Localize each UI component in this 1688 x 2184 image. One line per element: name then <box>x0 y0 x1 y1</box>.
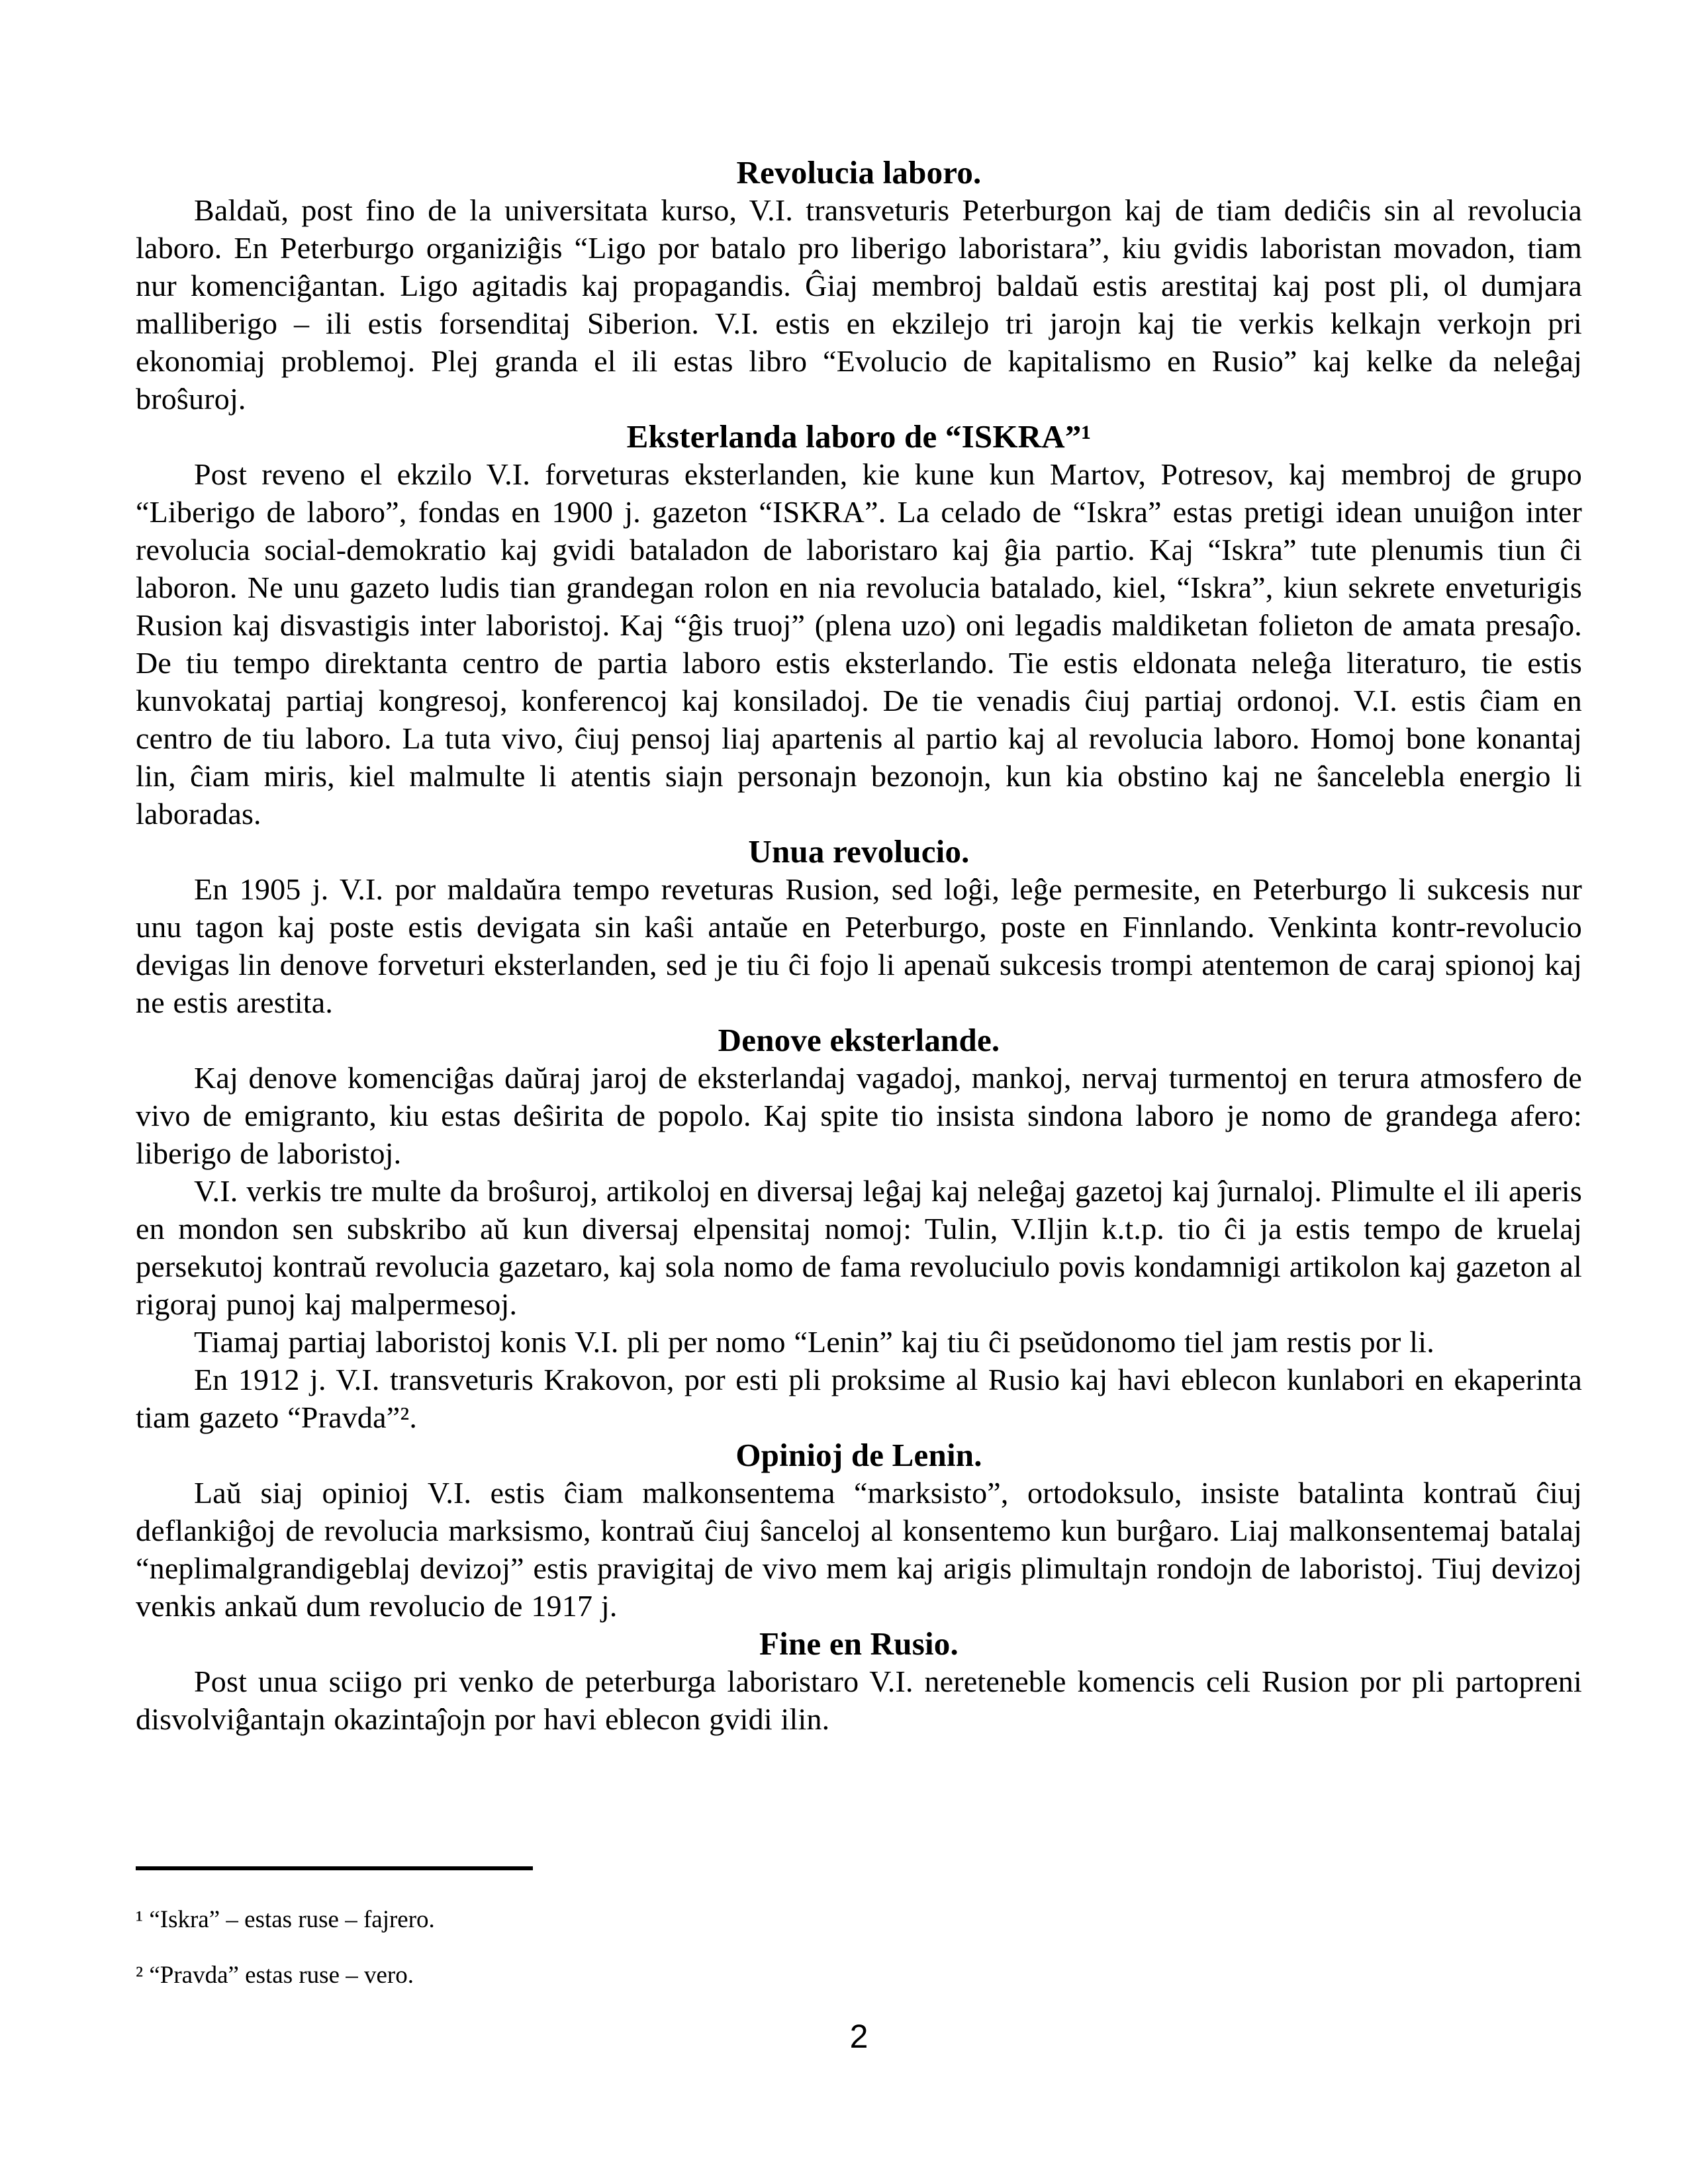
body-paragraph: Baldaŭ, post fino de la universitata kurso, V.I. transveturis Peterburgon kaj de tiam dediĉis sin al revolucia laboro. En Peterburgo organiziĝis “Ligo por batalo pro liberigo laboristara”, kiu gvidis laboristan movadon, tiam nur komenciĝantan. Ligo agitadis kaj propagandis. Ĝiaj membroj baldaŭ estis arestitaj kaj post pli, ol dumjara malliberigo – ili estis forsenditaj Siberion. V.I. estis en ekzilejo tri jarojn kaj tie verkis kelkajn verkojn pri ekonomiaj problemoj. Plej granda el ili estas libro “Evolucio de kapitalismo en Rusio” kaj kelke da neleĝaj broŝuroj. <box>136 193 1582 416</box>
section-heading-unua-revolucio: Unua revolucio. <box>748 833 970 870</box>
footnote-area <box>136 1866 1582 1991</box>
body-paragraph: Laŭ siaj opinioj V.I. estis ĉiam malkonsentema “marksisto”, ortodoksulo, insiste batalinta kontraŭ ĉiuj deflankiĝoj de revolucia marksismo, kontraŭ ĉiuj ŝanceloj al konsentemo kun burĝaro. Liaj malkonsentemaj batalaj “neplimalgrandigeblaj devizoj” estis pravigitaj de vivo mem kaj arigis plimultajn rondojn de laboristoj. Tiuj devizoj venkis ankaŭ dum revolucio de 1917 j. <box>136 1476 1582 1623</box>
footnote-separator-rule <box>136 1866 533 1870</box>
body-paragraph: Post reveno el ekzilo V.I. forveturas eksterlanden, kie kune kun Martov, Potresov, kaj membroj de grupo “Liberigo de laboro”, fondas en 1900 j. gazeton “ISKRA”. La celado de “Iskra” estas pretigi idean unuiĝon inter revolucia social-demokratio kaj gvidi bataladon de laboristaro kaj ĝia partio. Kaj “Iskra” tute plenumis tiun ĉi laboron. Ne unu gazeto ludis tian grandegan rolon en nia revolucia batalado, kiel, “Iskra”, kiun sekrete enveturigis Rusion kaj disvastigis inter laboristoj. Kaj “ĝis truoj” (plena uzo) oni legadis maldiketan folieton de amata presaĵo. De tiu tempo direktanta centro de partia laboro estis eksterlando. Tie estis eldonata neleĝa literaturo, tie estis kunvokataj partiaj kongresoj, konferencoj kaj konsiladoj. De tie venadis ĉiuj partiaj ordonoj. V.I. estis ĉiam en centro de tiu laboro. La tuta vivo, ĉiuj pensoj liaj apartenis al partio kaj al revolucia laboro. Homoj bone konantaj lin, ĉiam miris, kiel malmulte li atentis siajn personajn bezonojn, kun kia obstino kaj ne ŝancelebla energio li laboradas. <box>136 457 1582 831</box>
section-heading-revolucia-laboro: Revolucia laboro. <box>736 154 982 191</box>
page-number: 2 <box>849 2018 868 2055</box>
body-paragraph: Post unua sciigo pri venko de peterburga laboristaro V.I. nereteneble komencis celi Rusion por pli partopreni disvolviĝantajn okazintaĵojn por havi eblecon gvidi ilin. <box>136 1664 1582 1736</box>
footnote-pravda: ² “Pravda” estas ruse – vero. <box>136 1962 414 1989</box>
footnote-iskra: ¹ “Iskra” – estas ruse – fajrero. <box>136 1906 435 1933</box>
document-body <box>136 154 1582 1738</box>
section-heading-denove-eksterlande: Denove eksterlande. <box>718 1022 1000 1058</box>
body-paragraph: Tiamaj partiaj laboristoj konis V.I. pli per nomo “Lenin” kaj tiu ĉi pseŭdonomo tiel jam restis por li. <box>194 1325 1434 1359</box>
body-paragraph: V.I. verkis tre multe da broŝuroj, artikoloj en diversaj leĝaj kaj neleĝaj gazetoj kaj ĵurnaloj. Plimulte el ili aperis en mondon sen subskribo aŭ kun diversaj elpensitaj nomoj: Tulin, V.Iljin k.t.p. tio ĉi ja estis tempo de kruelaj persekutoj kontraŭ revolucia gazetaro, kaj sola nomo de fama revoluciulo povis kondamnigi artikolon kaj gazeton al rigoraj punoj kaj malpermesoj. <box>136 1174 1582 1321</box>
section-heading-eksterlanda-laboro: Eksterlanda laboro de “ISKRA”¹ <box>626 418 1092 455</box>
body-paragraph: En 1905 j. V.I. por maldaŭra tempo reveturas Rusion, sed loĝi, leĝe permesite, en Peterburgo li sukcesis nur unu tagon kaj poste estis devigata sin kaŝi antaŭe en Peterburgo, poste en Finnlando. Venkinta kontr-revolucio devigas lin denove forveturi eksterlanden, sed je tiu ĉi fojo li apenaŭ sukcesis trompi atentemon de caraj spionoj kaj ne estis arestita. <box>136 872 1582 1019</box>
body-paragraph: Kaj denove komenciĝas daŭraj jaroj de eksterlandaj vagadoj, mankoj, nervaj turmentoj en terura atmosfero de vivo de emigranto, kiu estas deŝirita de popolo. Kaj spite tio insista sindona laboro je nomo de grandega afero: liberigo de laboristoj. <box>136 1061 1582 1170</box>
section-heading-fine-en-rusio: Fine en Rusio. <box>759 1625 959 1662</box>
section-heading-opinioj-de-lenin: Opinioj de Lenin. <box>735 1437 982 1473</box>
body-paragraph: En 1912 j. V.I. transveturis Krakovon, por esti pli proksime al Rusio kaj havi eblecon kunlabori en ekaperinta tiam gazeto “Pravda”². <box>136 1363 1582 1434</box>
